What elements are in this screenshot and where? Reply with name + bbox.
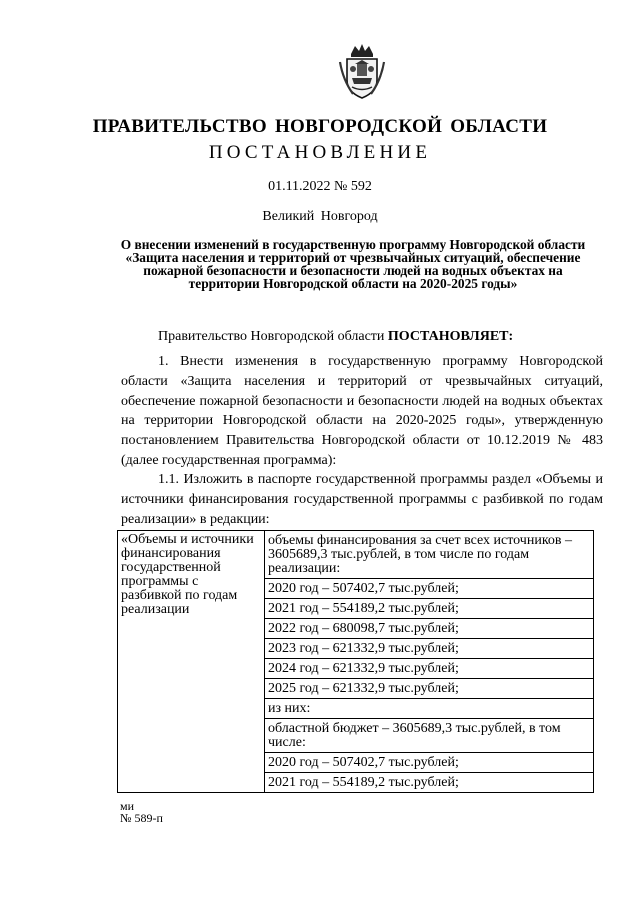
decree-paragraph [158, 327, 608, 347]
list-item: из них: [265, 699, 593, 719]
document-subject: О внесении изменений в государственную программу Новгородской области «Защита населения и территорий от чрезвычайных ситуаций, обеспечение пожарной безопасности и безопасности людей на водных объектах на территории Новгородской области на 2020-2025 годы» [120, 237, 586, 291]
footer-initials: ми [120, 799, 135, 813]
list-item: 2021 год – 554189,2 тыс.рублей; [268, 775, 459, 790]
list-item: 2023 год – 621332,9 тыс.рублей; [265, 639, 593, 659]
list-item: 2020 год – 507402,7 тыс.рублей; [265, 753, 593, 773]
decree-intro: Правительство Новгородской области [158, 329, 385, 344]
list-item: 2024 год – 621332,9 тыс.рублей; [265, 659, 593, 679]
table-left-label: «Объемы и источники финансирования государственной программы с разбивкой по годам реализации [118, 531, 265, 793]
document-type: ПОСТАНОВЛЕНИЕ [208, 142, 432, 163]
date-number: 01.11.2022 № 592 [268, 179, 372, 194]
list-item: 2022 год – 680098,7 тыс.рублей; [265, 619, 593, 639]
point-1-1: 1.1. Изложить в паспорте государственной программы раздел «Объемы и источники финансирования государственной программы с разбивкой по годам реализации» в редакции: [121, 472, 603, 527]
list-item: 2020 год – 507402,7 тыс.рублей; [265, 579, 593, 599]
list-item: 2021 год – 554189,2 тыс.рублей; [265, 599, 593, 619]
table-right-cell [265, 531, 594, 793]
decree-word: ПОСТАНОВЛЯЕТ: [387, 329, 514, 344]
coat-of-arms-icon [337, 40, 387, 100]
list-item: областной бюджет – 3605689,3 тыс.рублей, в том числе: [265, 719, 593, 753]
government-title: ПРАВИТЕЛЬСТВО НОВГОРОДСКОЙ ОБЛАСТИ [92, 116, 548, 137]
footer [120, 800, 163, 824]
financing-table [117, 530, 594, 793]
footer-reference: № 589-п [120, 811, 163, 825]
list-item: объемы финансирования за счет всех источников – 3605689,3 тыс.рублей, в том числе по годам реализации: [265, 531, 593, 579]
list-item: 2025 год – 621332,9 тыс.рублей; [265, 679, 593, 699]
point-1: 1. Внести изменения в государственную программу Новгородской области «Защита населения и территорий от чрезвычайных ситуаций, обеспечение пожарной безопасности и безопасности людей на водных объектах на территории Новгородской области на 2020-2025 годы», утвержденную постановлением Правительства Новгородской области от 10.12.2019 № 483 (далее государственная программа): [121, 354, 603, 468]
city: Великий Новгород [262, 209, 378, 224]
table-row [118, 531, 594, 793]
